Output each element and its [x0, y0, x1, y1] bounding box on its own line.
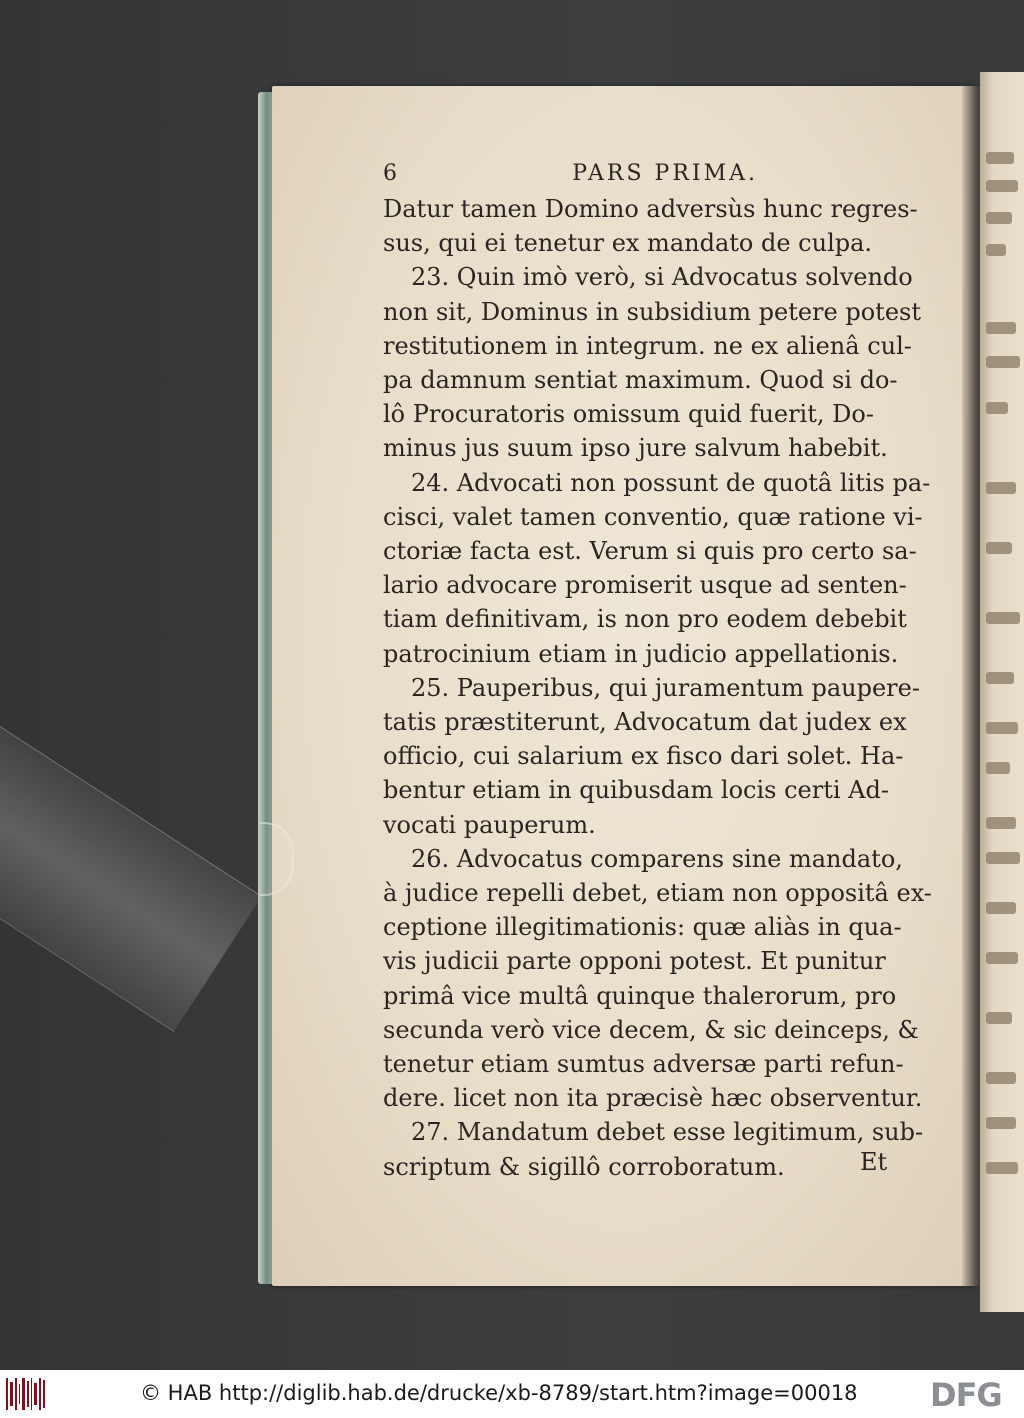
- text-line: restitutionem in integrum. ne ex alienâ cul-: [383, 331, 912, 360]
- text-line: lô Procuratoris omissum quid fuerit, Do-: [383, 400, 874, 429]
- running-head: [383, 156, 943, 192]
- text-line: 24. Advocati non possunt de quotâ litis pa-: [411, 468, 931, 497]
- catchword: Et: [860, 1148, 888, 1176]
- text-line: dere. licet non ita præcisè hæc observentur.: [383, 1084, 923, 1113]
- text-line: minus jus suum ipso jure salvum habebit.: [383, 434, 888, 463]
- running-title: PARS PRIMA.: [572, 161, 758, 186]
- page-number: 6: [383, 161, 397, 186]
- text-line: 23. Quin imò verò, si Advocatus solvendo: [411, 263, 913, 292]
- text-line: non sit, Dominus in subsidium petere potest: [383, 297, 921, 326]
- text-line: 25. Pauperibus, qui juramentum paupere-: [411, 673, 920, 702]
- text-line: sus, qui ei tenetur ex mandato de culpa.: [383, 229, 873, 258]
- page-text: [383, 156, 943, 1184]
- text-line: patrocinium etiam in judicio appellationis.: [383, 639, 899, 668]
- text-line: Datur tamen Domino adversùs hunc regres-: [383, 195, 918, 223]
- page-clip-band: [0, 700, 262, 1032]
- text-line: officio, cui salarium ex fisco dari solet. Ha-: [383, 742, 904, 771]
- text-line: à judice repelli debet, etiam non oppositâ ex-: [383, 879, 932, 908]
- adjacent-page-fragment: [980, 72, 1024, 1312]
- viewer-footer: [0, 1370, 1024, 1418]
- text-line: tiam definitivam, is non pro eodem debebit: [383, 605, 907, 634]
- text-line: 27. Mandatum debet esse legitimum, sub-: [411, 1118, 924, 1147]
- text-line: 26. Advocatus comparens sine mandato,: [411, 844, 903, 873]
- text-line: lario advocare promiserit usque ad senten-: [383, 571, 907, 600]
- text-line: tatis præstiterunt, Advocatum dat judex ex: [383, 708, 907, 737]
- text-line: ctoriæ facta est. Verum si quis pro certo sa-: [383, 537, 917, 566]
- text-line: vocati pauperum.: [383, 810, 596, 839]
- text-line: vis judicii parte opponi potest. Et punitur: [383, 947, 886, 976]
- hab-barcode-logo: [6, 1378, 48, 1410]
- text-line: scriptum & sigillô corroboratum.: [383, 1152, 785, 1181]
- footer-credit-link[interactable]: © HAB http://diglib.hab.de/drucke/xb-8789/start.htm?image=00018: [140, 1381, 858, 1405]
- text-line: tenetur etiam sumtus adversæ parti refun-: [383, 1050, 904, 1079]
- text-line: primâ vice multâ quinque thalerorum, pro: [383, 981, 897, 1010]
- text-line: bentur etiam in quibusdam locis certi Ad-: [383, 776, 889, 805]
- text-line: secunda verò vice decem, & sic deinceps, &: [383, 1015, 919, 1044]
- text-line: pa damnum sentiat maximum. Quod si do-: [383, 366, 898, 395]
- text-line: cisci, valet tamen conventio, quæ ratione vi-: [383, 502, 923, 531]
- dfg-logo: DFG: [930, 1376, 1002, 1414]
- text-line: ceptione illegitimationis: quæ aliàs in qua-: [383, 913, 902, 942]
